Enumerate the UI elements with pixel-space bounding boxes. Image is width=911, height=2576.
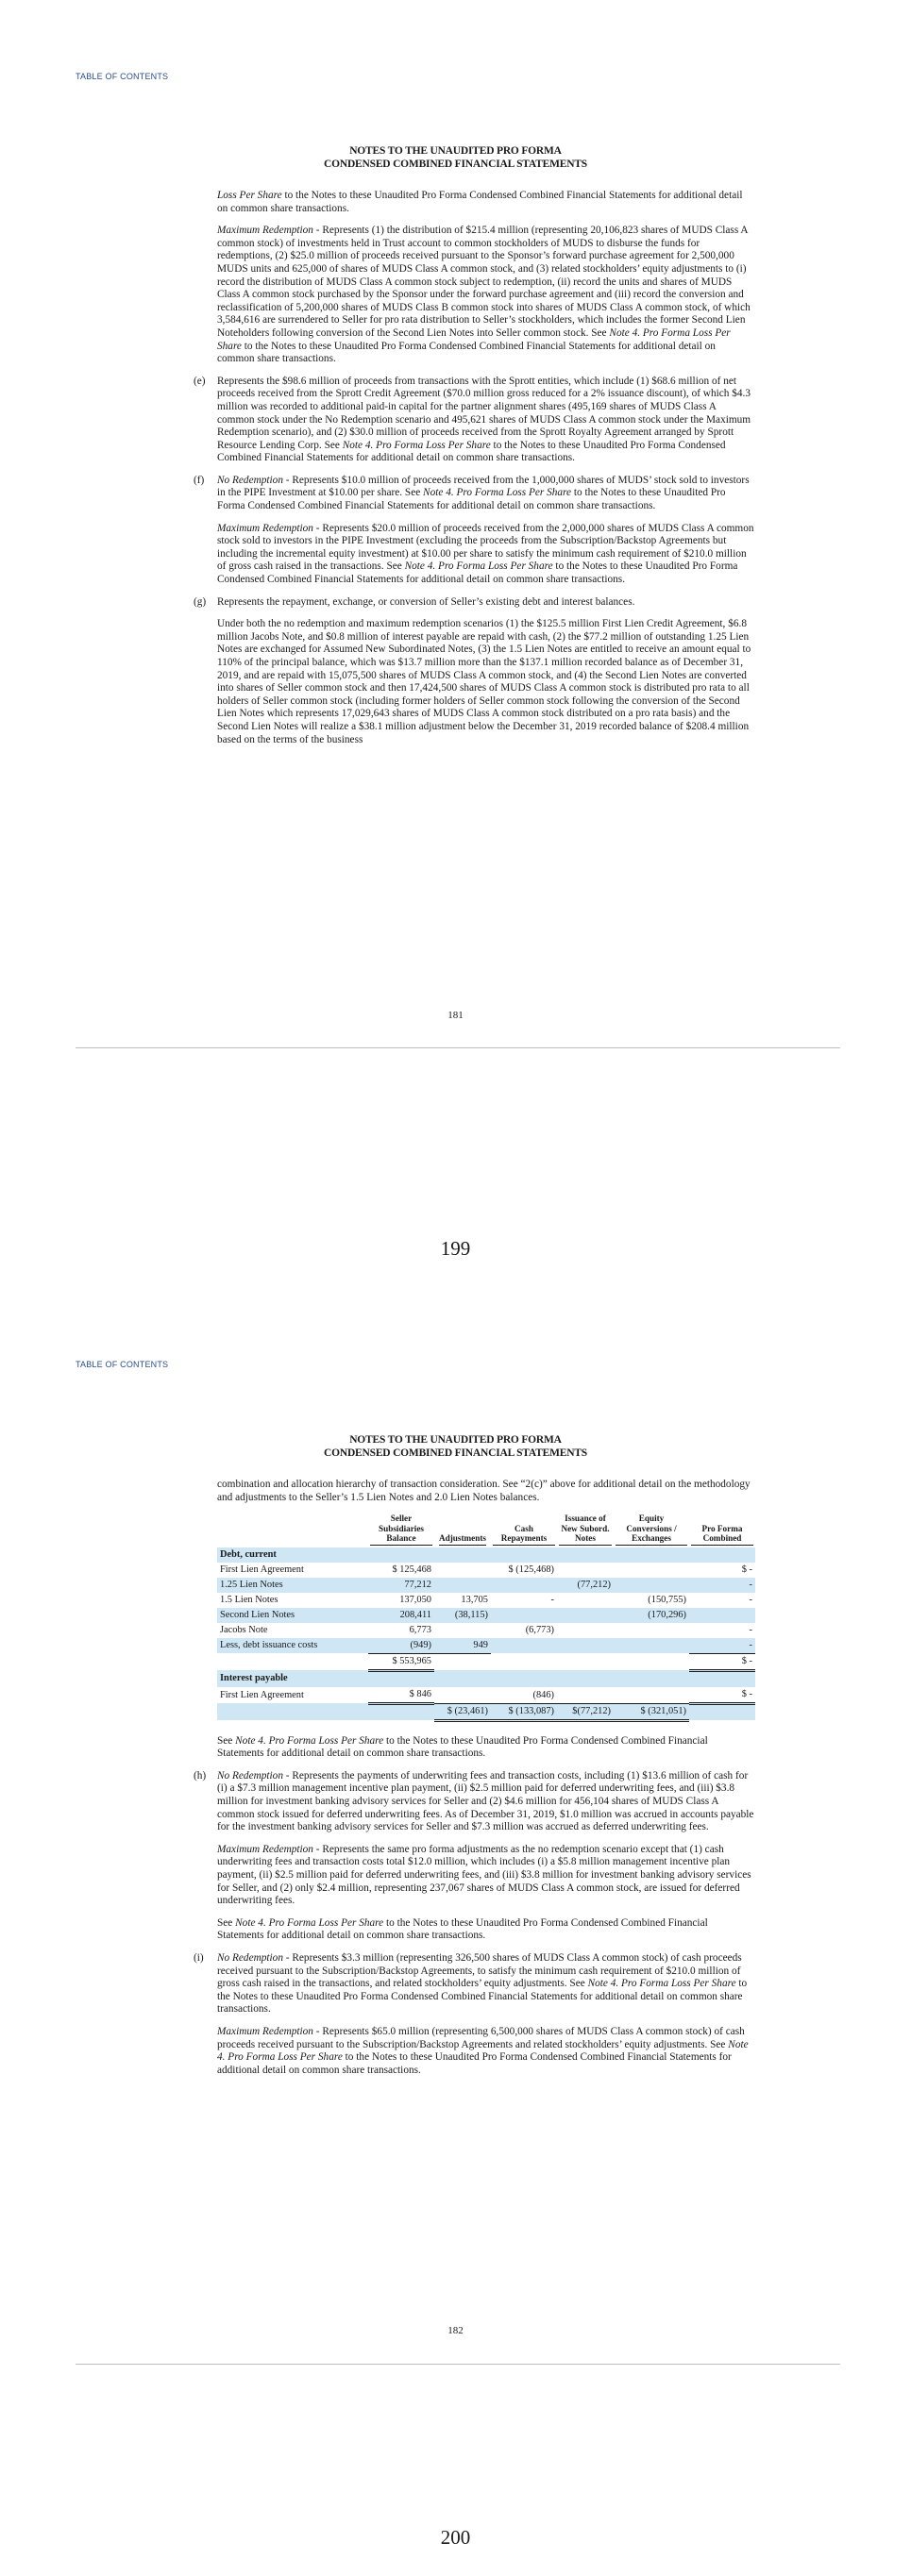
note-item-f — [194, 474, 755, 587]
section-label: Debt, current — [217, 1547, 368, 1563]
cell-value — [434, 1578, 491, 1593]
column-header: Cash Repayments — [491, 1514, 557, 1547]
item-label: (h) — [194, 1769, 207, 1781]
paragraph-text: - Represents (1) the distribution of $215.4 million (representing 20,106,823 shares of MUDS Class A common stock) of investments held in Trust account to common stockholders of MUDS to disburse the funds for redemptions, (2) $25.0 million of proceeds received pursuant to the Sponsor’s forward purchase agreement for 2,500,000 MUDS units and 625,000 of shares of MUDS Class A common stock, and (3) related stockholders’ equity adjustments to (i) record the distribution of MUDS Class A common stock subject to redemption, (ii) record the units and shares of MUDS Class A common stock purchased by the Sponsor under the forward purchase agreement and (iii) record the conversion and reclassification of 5,200,000 shares of MUDS Class B common stock into shares of MUDS Class A common stock, of which 3,584,616 are surrendered to Seller for pro rata distribution to Seller’s stockholders, which includes the former Second Lien Noteholders following conversion of the Second Lien Notes into Seller common stock. See — [217, 225, 751, 339]
paragraph-text: Represents the $98.6 million of proceeds from transactions with the Sprott entities, which include (1) $68.6 million of net proceeds received from the Sprott Credit Agreement ($70.0 million gross reduced for a 2% issuance discount), of which $4.3 million was recorded to additional paid-in capital for the partner alignment shares (495,169 shares of MUDS Class A common stock under the No Redemption scenario and 495,621 shares of MUDS Class A common stock under the Maximum Redemption scenario), and (2) $30.0 million of proceeds received from the Sprott Royalty Agreement arranged by Sprott Resource Lending Corp. See — [217, 375, 751, 451]
paragraph-text: to the Notes to these Unaudited Pro Forma Condensed Combined Financial Statements for additional detail on common share transactions. — [217, 560, 738, 586]
page-title-line-1: NOTES TO THE UNAUDITED PRO FORMA — [349, 1434, 562, 1446]
cell-value: 208,411 — [368, 1608, 434, 1623]
paragraph-maximum-redemption — [217, 225, 755, 366]
paragraph-text-g2: Under both the no redemption and maximum redemption scenarios (1) the $125.5 million First Lien Credit Agreement, $6.8 million Jacobs Note, and $0.8 million of interest payable are repaid with cash, (2) the $77.2 million of outstanding 1.25 Lien Notes are exchanged for Assumed New Subordinated Notes, (3) the 1.5 Lien Notes are entitled to receive an amount equal to 110% of the principal balance, which was $13.7 million more than the $137.1 million recorded balance as of December 31, 2019, and are repaid with 15,075,500 shares of MUDS Class A common stock, and (4) the Second Lien Notes are converted into shares of Seller common stock and then 17,424,500 shares of MUDS Class A common stock is distributed pro rata to all holders of Seller common stock (including former holders of Seller common stock following the conversion of the Second Lien Notes which represents 17,029,643 shares of MUDS Class A common stock distributed on a pro rata basis) and the Second Lien Notes will realize a $38.1 million adjustment below the December 31, 2019 recorded balance of $208.4 million based on the terms of the business — [217, 618, 751, 745]
paragraph-text-h — [217, 1770, 755, 1834]
paragraph-text: to the Notes to these Unaudited Pro Forma Condensed Combined Financial Statements for additional detail on common share transactions. — [217, 1916, 708, 1942]
cell-value: (38,115) — [434, 1608, 491, 1623]
paragraph-text: - Represents $20.0 million of proceeds received from the 2,000,000 shares of MUDS Class A common stock sold to investors in the PIPE Investment (excluding the proceeds from the Subscription/Backstop Agreements but including the incremental equity investment) at $10.00 per share to satisfy the minimum cash requirement of $210.0 million of gross cash raised in the transactions. See — [217, 522, 754, 573]
note-reference: Note 4. Pro Forma Loss Per Share — [342, 439, 491, 451]
paragraph-text-i2 — [217, 2026, 755, 2077]
cell-value: - — [550, 1595, 554, 1606]
paragraph-text-e — [217, 376, 755, 465]
row-label-blank — [217, 1653, 368, 1670]
row-label: First Lien Agreement — [220, 1689, 304, 1700]
cell-value: $ - — [689, 1687, 755, 1704]
cell-value: (6,773) — [525, 1625, 554, 1636]
row-label-blank — [217, 1703, 368, 1720]
paragraph-see-note — [217, 1735, 755, 1761]
cell-value: - — [689, 1578, 755, 1593]
note-reference: Note 4. Pro Forma Loss Per Share — [423, 487, 572, 499]
cell-value: - — [689, 1638, 755, 1654]
pdf-page-number: 200 — [440, 2526, 471, 2549]
row-label: First Lien Agreement — [220, 1564, 304, 1576]
italic-term: Maximum Redemption — [217, 2025, 313, 2037]
cell-value: 6,773 — [409, 1625, 431, 1636]
italic-term: Maximum Redemption — [217, 522, 313, 534]
column-header: Adjustments — [434, 1514, 491, 1547]
item-label: (i) — [194, 1952, 204, 1964]
table-row — [217, 1608, 755, 1623]
cell-value: $ 846 — [368, 1687, 434, 1704]
cell-value — [557, 1608, 614, 1623]
cell-value — [689, 1608, 755, 1623]
cell-value: $ - — [741, 1564, 752, 1576]
page-title — [0, 1433, 911, 1460]
cell-value: $ (321,051) — [614, 1703, 689, 1720]
paragraph-text: See — [217, 1916, 236, 1929]
paragraph-text: - Represents $3.3 million (representing 326,500 shares of MUDS Class A common stock) of cash proceeds received pursuant to the Subscription/Backstop Agreements, to satisfy the minimum cash requirement of $210.0 million of gross cash raised in the transactions, and related stockholders’ equity adjustments. See — [217, 1952, 742, 1990]
page-number: 182 — [447, 2325, 464, 2336]
notes-body-1 — [194, 190, 755, 756]
table-of-contents-link[interactable]: TABLE OF CONTENTS — [76, 1360, 169, 1369]
italic-term: No Redemption — [217, 1952, 283, 1964]
cell-value: $ 553,965 — [368, 1653, 434, 1670]
note-item-e — [194, 375, 755, 465]
paragraph-text-f2 — [217, 523, 755, 587]
italic-term: Maximum Redemption — [217, 225, 313, 237]
note-reference: Note 4. Pro Forma Loss Per Share — [235, 1916, 384, 1929]
note-item-h — [194, 1769, 755, 1943]
paragraph-text-i — [217, 1952, 755, 2016]
table-of-contents-link[interactable]: TABLE OF CONTENTS — [76, 72, 169, 81]
cell-value: (846) — [491, 1687, 557, 1704]
table-row — [217, 1578, 755, 1593]
table-row — [217, 1563, 755, 1578]
column-header: Issuance of New Subord. Notes — [557, 1514, 614, 1547]
cell-value: (949) — [368, 1638, 434, 1654]
note-reference: Note 4. Pro Forma Loss Per Share — [404, 560, 553, 573]
italic-term: No Redemption — [217, 1769, 283, 1781]
paragraph-text-f — [217, 475, 755, 513]
column-header: Equity Conversions / Exchanges — [614, 1514, 689, 1547]
cell-value: $ (23,461) — [434, 1703, 491, 1720]
paragraph-text: to the Notes to these Unaudited Pro Forma Condensed Combined Financial Statements for additional detail on common share transactions. — [217, 190, 743, 214]
cell-value: 949 — [434, 1638, 491, 1654]
paragraph-text-h2 — [217, 1844, 755, 1908]
notes-body-2 — [194, 1479, 755, 2086]
item-label: (e) — [194, 375, 206, 387]
cell-value — [614, 1563, 689, 1578]
row-label: Jacobs Note — [220, 1625, 268, 1636]
table-section-row — [217, 1547, 755, 1563]
table-section-row — [217, 1670, 755, 1687]
cell-value — [614, 1623, 689, 1638]
table-total-row — [217, 1653, 755, 1670]
note-reference: Note 4. Pro Forma Loss Per Share — [587, 1978, 736, 1990]
page-title — [0, 144, 911, 171]
cell-value — [614, 1638, 689, 1654]
cell-value — [557, 1638, 614, 1654]
table-row — [217, 1623, 755, 1638]
paragraph-intro: combination and allocation hierarchy of transaction consideration. See “2(c)” above for additional detail on the methodology and adjustments to the Seller’s 1.5 Lien Notes and 2.0 Lien Notes balances. — [217, 1479, 751, 1503]
page-divider — [76, 2364, 840, 2365]
section-label: Interest payable — [217, 1670, 368, 1687]
table-header-row — [217, 1514, 755, 1547]
row-label: Second Lien Notes — [217, 1608, 368, 1623]
page-title-line-1: NOTES TO THE UNAUDITED PRO FORMA — [349, 145, 562, 157]
pdf-page-number: 199 — [440, 1237, 471, 1260]
paragraph-loss-per-share — [217, 190, 755, 215]
paragraph-text: to the Notes to these Unaudited Pro Forma Condensed Combined Financial Statements for additional detail on common share transactions. — [217, 487, 726, 512]
paragraph-text: - Represents the same pro forma adjustments as the no redemption scenario except that (1) cash underwriting fees and transaction costs total $12.0 million, which includes (i) a $5.8 million management incentive plan payment, (ii) $2.5 million paid for deferred underwriting fees, and (iii) $3.8 million for investment banking advisory services for Seller, and (2) only $2.4 million, representing 237,067 shares of MUDS Class A common stock, are issued for deferred underwriting fees. — [217, 1843, 751, 1907]
paragraph-text: - Represents $65.0 million (representing 6,500,000 shares of MUDS Class A common stock) of cash proceeds received pursuant to the Subscription/Backstop Agreements and related stockholders’ equity adjustments. See — [217, 2025, 745, 2050]
table-row — [217, 1687, 755, 1704]
cell-value: - — [749, 1595, 752, 1606]
page-title-line-2: CONDENSED COMBINED FINANCIAL STATEMENTS — [324, 159, 587, 170]
page-number: 181 — [447, 1010, 464, 1021]
paragraph-text-g: Represents the repayment, exchange, or conversion of Seller’s existing debt and interest balances. — [217, 595, 635, 608]
note-item-i — [194, 1952, 755, 2077]
cell-value — [491, 1638, 557, 1654]
paragraph-text: to the Notes to these Unaudited Pro Forma Condensed Combined Financial Statements for additional detail on common share transactions. — [217, 340, 716, 365]
cell-value: 137,050 — [399, 1595, 431, 1606]
cell-value — [491, 1578, 557, 1593]
note-reference: Note 4. Pro Forma Loss Per Share — [217, 2038, 749, 2064]
column-header: Seller Subsidiaries Balance — [368, 1514, 434, 1547]
italic-term: No Redemption — [217, 474, 283, 486]
row-label: Less, debt issuance costs — [217, 1638, 368, 1654]
item-label: (f) — [194, 474, 205, 486]
paragraph-text: - Represents the payments of underwriting fees and transaction costs, including (1) $13.6 million of cash for (i) a $7.3 million management incentive plan payment, (ii) $2.5 million paid for deferred underwriting fees, and (iii) $3.8 million for investment banking advisory services for Seller and (2) $4.6 million for 456,104 shares of MUDS Class A common stock issued for deferred underwriting fees. As of December 31, 2019, $1.0 million was accrued in accounts payable for the investment banking advisory services for Seller and $7.3 million was accrued as deferred underwriting fees. — [217, 1769, 754, 1833]
cell-value: (170,296) — [614, 1608, 689, 1623]
cell-value: $ 125,468 — [392, 1564, 431, 1576]
paragraph-text: See — [217, 1734, 236, 1747]
paragraph-text: - Represents $10.0 million of proceeds received from the 1,000,000 shares of MUDS’ stock sold to investors in the PIPE Investment at $10.00 per share. See — [217, 474, 750, 499]
cell-value — [491, 1608, 557, 1623]
column-header: Pro Forma Combined — [689, 1514, 755, 1547]
paragraph-text: to the Notes to these Unaudited Pro Forma Condensed Combined Financial Statements for additional detail on common share transactions. — [217, 2051, 732, 2076]
cell-value — [434, 1623, 491, 1638]
italic-term: Loss Per Share — [217, 190, 282, 201]
cell-value: 13,705 — [461, 1595, 488, 1606]
page-divider — [76, 1047, 840, 1048]
cell-value: (77,212) — [557, 1578, 614, 1593]
cell-value: $(77,212) — [557, 1703, 614, 1720]
item-label: (g) — [194, 595, 207, 608]
note-item-g — [194, 595, 755, 747]
paragraph-text: to the Notes to these Unaudited Pro Forma Condensed Combined Financial Statements for additional detail on common share transactions. — [217, 1978, 748, 2016]
cell-value — [557, 1563, 614, 1578]
italic-term: Maximum Redemption — [217, 1843, 313, 1855]
table-row — [217, 1593, 755, 1608]
row-label: 1.25 Lien Notes — [217, 1578, 368, 1593]
table-row — [217, 1638, 755, 1654]
table-total-row — [217, 1703, 755, 1720]
paragraph-text: to the Notes to these Unaudited Pro Forma Condensed Combined Financial Statements for additional detail on common share transactions. — [217, 1734, 708, 1760]
row-label: 1.5 Lien Notes — [220, 1595, 278, 1606]
cell-value: $ (133,087) — [491, 1703, 557, 1720]
note-reference: Note 4. Pro Forma Loss Per Share — [217, 326, 731, 352]
cell-value — [614, 1578, 689, 1593]
cell-value — [557, 1623, 614, 1638]
header-blank — [217, 1514, 368, 1547]
note-reference: Note 4. Pro Forma Loss Per Share — [235, 1734, 384, 1747]
debt-adjustments-table — [217, 1514, 755, 1722]
cell-value: $ - — [689, 1653, 755, 1670]
cell-value — [557, 1593, 614, 1608]
cell-value: $ (125,468) — [508, 1564, 554, 1576]
paragraph-text-h3 — [217, 1917, 755, 1943]
page-title-line-2: CONDENSED COMBINED FINANCIAL STATEMENTS — [324, 1447, 587, 1459]
cell-value: 77,212 — [368, 1578, 434, 1593]
paragraph-text: to the Notes to these Unaudited Pro Forma Condensed Combined Financial Statements for additional detail on common share transactions. — [217, 439, 726, 464]
cell-value — [434, 1563, 491, 1578]
cell-value: - — [749, 1625, 752, 1636]
cell-value: (150,755) — [648, 1595, 686, 1606]
